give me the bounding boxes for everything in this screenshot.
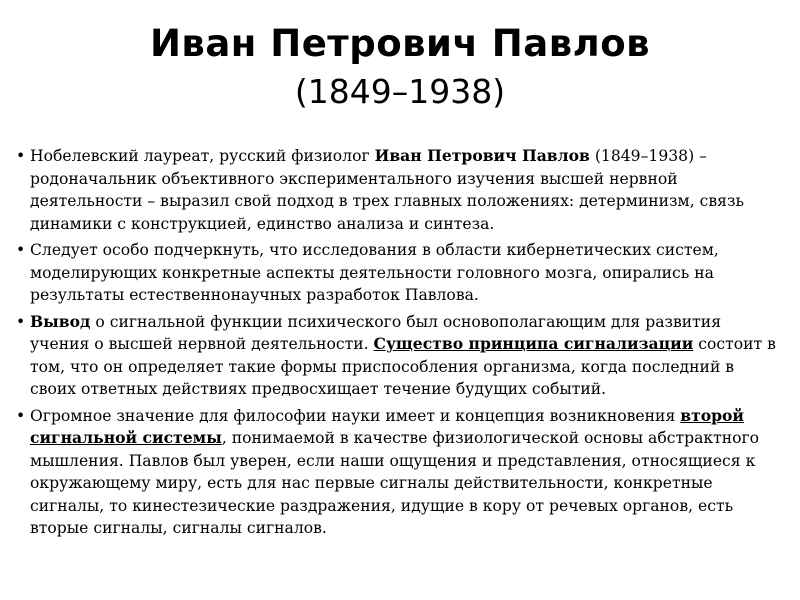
slide-title — [0, 22, 800, 112]
underlined-text: второй сигнальной системы — [30, 405, 745, 447]
bullet-text — [30, 313, 776, 399]
plain-text: Нобелевский лауреат, русский физиолог — [30, 147, 375, 165]
bullet-text — [30, 241, 719, 304]
bullet-text — [30, 147, 744, 233]
bullet-marker: • — [16, 312, 26, 331]
bold-underline-text — [374, 334, 694, 353]
bullet-text — [30, 407, 759, 538]
bullet-list — [16, 145, 781, 544]
underlined-text: Существо принципа сигнализации — [373, 334, 694, 353]
title-years: (1849–1938) — [294, 72, 506, 112]
plain-text: Следует особо подчеркнуть, что исследования в области кибернетических систем, моделирующих конкретные аспекты деятельности головного мозга, опирались на результаты естественнонаучных разработок Павлова. — [30, 241, 719, 304]
bullet-marker: • — [16, 241, 26, 259]
bullet-marker: • — [16, 147, 26, 165]
title-name: Иван Петрович Павлов — [149, 22, 651, 65]
plain-text: состоит в том, что он определяет такие формы приспособления организма, когда последний в своих ответных действиях предвосхищает течение будущих событий. — [30, 335, 776, 398]
bullet-item — [16, 145, 781, 235]
plain-text: (1849–1938) – родоначальник объективного экспериментального изучения высшей нервной деятельности – выразил свой подход в трех главных положениях: детерминизм, связь динамики с конструкцией, единство анализа и синтеза. — [30, 147, 744, 233]
bullet-item — [16, 405, 781, 540]
bullet-item — [16, 239, 781, 307]
plain-text: , понимаемой в качестве физиологической основы абстрактного мышления. Павлов был уверен, если наши ощущения и представления, относящиеся к окружающему миру, есть для нас первые сигналы действительности, конкретные сигналы, то кинестезические раздражения, идущие в кору от речевых органов, есть вторые сигналы, сигналы сигналов. — [30, 429, 760, 537]
bold-text: Вывод — [30, 311, 91, 331]
plain-text: Огромное значение для философии науки имеет и концепция возникновения — [30, 406, 681, 425]
plain-text: о сигнальной функции психического был основополагающим для развития учения о высшей нервной деятельности. — [30, 312, 722, 353]
bold-text: Иван Петрович Павлов — [374, 146, 590, 165]
bullet-item — [16, 311, 781, 401]
bullet-marker: • — [16, 406, 26, 425]
